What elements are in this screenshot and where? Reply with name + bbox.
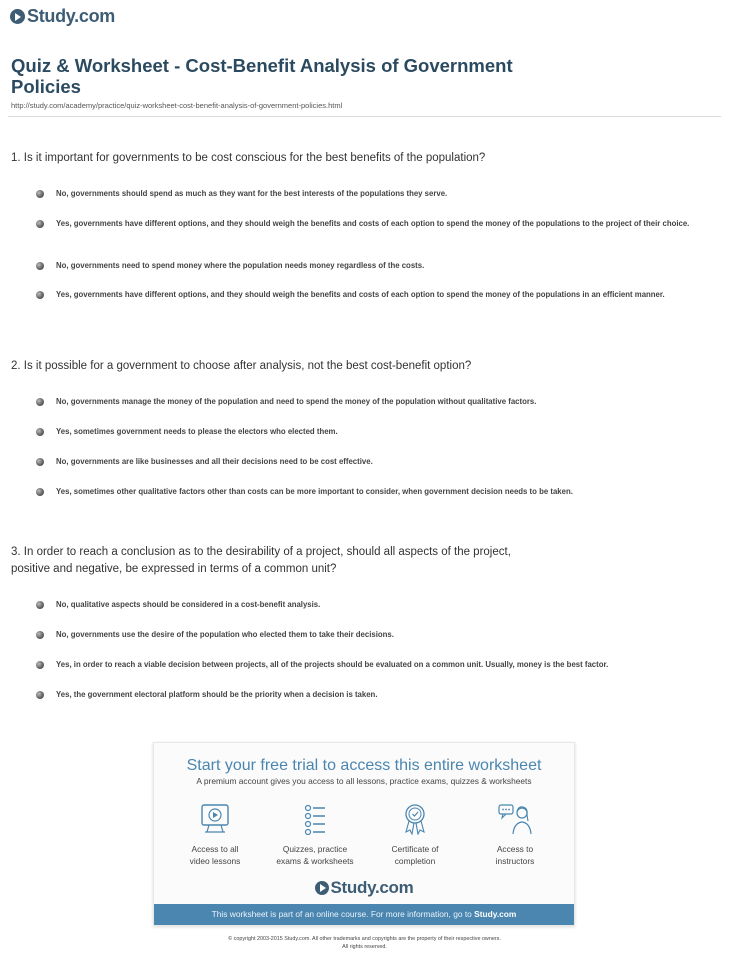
play-logo-icon	[315, 881, 329, 895]
logo-text: Study.com	[330, 878, 414, 897]
feature-instructors	[470, 803, 560, 867]
radio-icon[interactable]	[36, 661, 44, 669]
answer-text: No, qualitative aspects should be considered in a cost-benefit analysis.	[56, 600, 321, 609]
answer-text: No, governments use the desire of the population who elected them to take their decisions.	[56, 630, 394, 639]
feature-label-line: exams & worksheets	[276, 856, 354, 866]
radio-icon[interactable]	[36, 691, 44, 699]
free-trial-box	[153, 742, 575, 926]
more-info-text: This worksheet is part of an online course. For more information, go to	[211, 909, 472, 919]
answer-text: No, governments should spend as much as they want for the best interests of the populations they serve.	[56, 189, 448, 198]
feature-label	[470, 843, 560, 867]
feature-label-line: Certificate of	[391, 844, 439, 854]
answer-text: Yes, sometimes government needs to please the electors who elected them.	[56, 427, 338, 436]
answer-option[interactable]	[36, 396, 716, 426]
page-title: Quiz & Worksheet - Cost-Benefit Analysis of Government Policies	[11, 55, 513, 97]
feature-label-line: video lessons	[189, 856, 241, 866]
answer-text: Yes, sometimes other qualitative factors other than costs can be more important to consider, when government decision needs to be taken.	[56, 487, 573, 496]
feature-label-line: completion	[394, 856, 436, 866]
answer-option[interactable]	[36, 260, 716, 289]
more-info-bar	[154, 904, 574, 925]
question-2: 2. Is it possible for a government to choose after analysis, not the best cost-benefit option?	[11, 360, 472, 372]
radio-icon[interactable]	[36, 488, 44, 496]
copyright-line: All rights reserved.	[342, 944, 387, 950]
answer-option[interactable]	[36, 689, 716, 703]
play-logo-icon	[10, 9, 25, 24]
copyright-footer	[0, 935, 729, 951]
answer-text: No, governments need to spend money where the population needs money regardless of the costs.	[56, 261, 425, 270]
feature-label-line: instructors	[495, 856, 535, 866]
copyright-line: © copyright 2003-2015 Study.com. All other trademarks and copyrights are the property of their respective owners.	[228, 936, 501, 942]
radio-icon[interactable]	[36, 601, 44, 609]
study-link[interactable]: Study.com	[474, 909, 517, 919]
question-3-line-1: 3. In order to reach a conclusion as to the desirability of a project, should all aspects of the project,	[11, 546, 511, 558]
answer-text: Yes, governments have different options, and they should weigh the benefits and costs of each option to spend the money of the populations to the project of their choice.	[56, 219, 690, 228]
question-3-line-2: positive and negative, be expressed in terms of a common unit?	[11, 563, 337, 575]
answer-text: Yes, the government electoral platform should be the priority when a decision is taken.	[56, 690, 378, 699]
feature-quizzes	[270, 803, 360, 867]
free-trial-subtitle: A premium account gives you access to all lessons, practice exams, quizzes & worksheets	[196, 776, 532, 786]
radio-icon[interactable]	[36, 291, 44, 299]
question-1: 1. Is it important for governments to be cost conscious for the best benefits of the population?	[11, 152, 486, 164]
answer-text: No, governments manage the money of the population and need to spend the money of the population without qualitative factors.	[56, 397, 537, 406]
feature-label-line: Quizzes, practice	[282, 844, 348, 854]
answer-option[interactable]	[36, 426, 716, 456]
answer-option[interactable]	[36, 289, 716, 315]
feature-label-line: Access to all	[191, 844, 239, 854]
answer-option[interactable]	[36, 456, 716, 486]
answer-option[interactable]	[36, 659, 716, 689]
radio-icon[interactable]	[36, 262, 44, 270]
feature-label	[370, 843, 460, 867]
answer-option[interactable]	[36, 486, 716, 500]
study-logo[interactable]	[10, 6, 115, 27]
free-trial-title[interactable]: Start your free trial to access this entire worksheet	[186, 757, 542, 774]
question-3-options	[36, 599, 716, 703]
logo-text: Study.com	[27, 6, 115, 26]
feature-certificate	[370, 803, 460, 867]
feature-label-line: Access to	[496, 844, 534, 854]
answer-text: No, governments are like businesses and all their decisions need to be cost effective.	[56, 457, 373, 466]
answer-option[interactable]	[36, 629, 716, 659]
radio-icon[interactable]	[36, 458, 44, 466]
video-lessons-icon	[197, 803, 233, 835]
answer-option[interactable]	[36, 218, 716, 260]
answer-option[interactable]	[36, 599, 716, 629]
answer-option[interactable]	[36, 188, 716, 218]
answer-text: Yes, in order to reach a viable decision between projects, all of the projects should be evaluated on a common unit. Usually, money is the best factor.	[56, 660, 609, 669]
answer-text: Yes, governments have different options, and they should weigh the benefits and costs of each option to spend the money of the populations in an efficient manner.	[56, 290, 665, 299]
question-2-options	[36, 396, 716, 500]
radio-icon[interactable]	[36, 631, 44, 639]
cta-study-logo[interactable]	[154, 878, 574, 898]
certificate-icon	[397, 803, 433, 835]
question-3	[11, 544, 711, 578]
radio-icon[interactable]	[36, 190, 44, 198]
header-divider	[8, 116, 721, 117]
feature-label	[270, 843, 360, 867]
radio-icon[interactable]	[36, 398, 44, 406]
feature-label	[170, 843, 260, 867]
question-1-options	[36, 188, 716, 315]
page-url: http://study.com/academy/practice/quiz-worksheet-cost-benefit-analysis-of-government-policies.html	[11, 101, 343, 110]
instructor-icon	[497, 803, 533, 835]
radio-icon[interactable]	[36, 220, 44, 228]
feature-video-lessons	[170, 803, 260, 867]
radio-icon[interactable]	[36, 428, 44, 436]
quiz-list-icon	[297, 803, 333, 835]
